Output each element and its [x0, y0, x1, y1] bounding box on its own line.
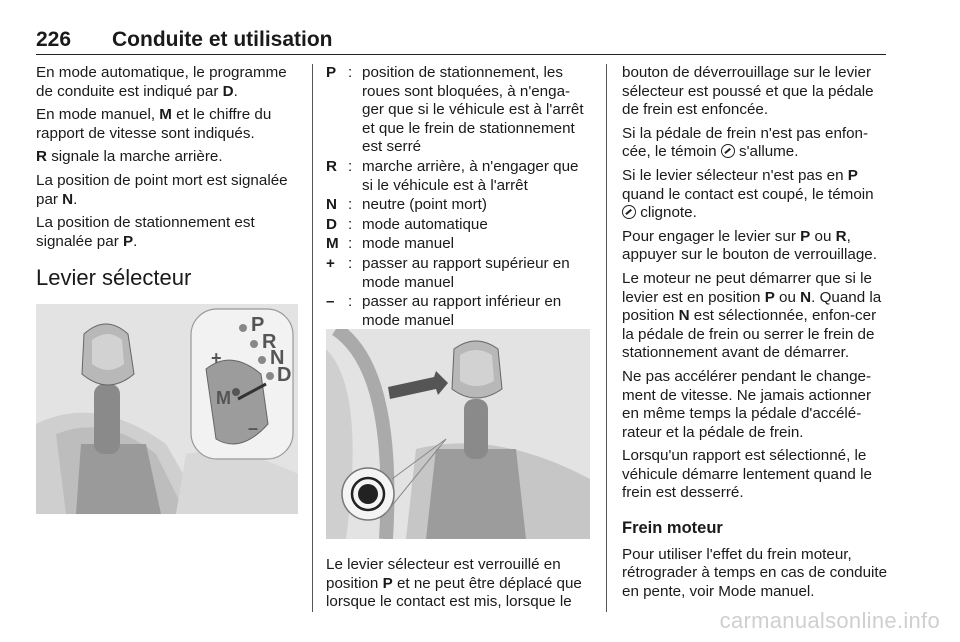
selector-label-minus: –	[248, 418, 259, 438]
paragraph-manual-mode: En mode manuel, M et le chiffre du rapport de vitesse sont indiqués.	[36, 106, 272, 142]
brake-warning-icon	[622, 205, 636, 219]
selector-label-plus: +	[211, 348, 222, 368]
list-item: M : mode manuel	[326, 235, 455, 253]
paragraph-engine-start: Le moteur ne peut démarrer que si le levier est en position P ou N. Quand la position N est sélectionnée, enfon-cer la pédale de frein ou serrer le frein de stationnement avant de démarrer.	[622, 269, 882, 362]
column-right	[622, 64, 888, 606]
selector-label-p: P	[251, 314, 265, 336]
list-item: R : marche arrière, à n'engager que si le véhicule est à l'arrêt	[326, 157, 579, 194]
paragraph-warning-light-flash: Si le levier sélecteur n'est pas en P quand le contact est coupé, le témoin clignote.	[622, 166, 874, 222]
paragraph-neutral: La position de point mort est signalée par N.	[36, 171, 288, 208]
section-heading-selector-lever: Levier sélecteur	[36, 265, 192, 291]
list-item: D : mode automatique	[326, 215, 488, 233]
lever-lock-text: Le levier sélecteur est verrouillé en position P et ne peut être déplacé que lorsque le contact est mis, lorsque le	[326, 556, 582, 611]
paragraph-engine-brake: Pour utiliser l'effet du frein moteur, rétrograder à temps en cas de conduite en pente, voir Mode manuel.	[622, 545, 888, 600]
column-divider-1	[312, 64, 313, 612]
lever-lock-drawing	[326, 329, 590, 539]
lever-lock-illustration	[326, 329, 590, 539]
list-item: P : position de stationnement, les roues sont bloquées, à n'enga-ger que si le véhicule est à l'arrêt et que le frein de stationnement est serré	[326, 64, 584, 156]
selector-label-r: R	[262, 331, 277, 353]
paragraph-no-accelerate: Ne pas accélérer pendant le change-ment de vitesse. Ne jamais actionner en même temps la pédale d'accélé-rateur et la pédale de frein.	[622, 367, 872, 441]
list-item: N : neutre (point mort)	[326, 196, 487, 214]
paragraph-engage-park-reverse: Pour engager le levier sur P ou R, appuyer sur le bouton de verrouillage.	[622, 227, 877, 264]
paragraph-warning-light-on: Si la pédale de frein n'est pas enfon-cée, le témoin s'allume.	[622, 124, 869, 161]
selector-label-d: D	[277, 364, 292, 386]
list-item: – : passer au rapport inférieur en mode manuel	[326, 293, 562, 329]
column-divider-2	[606, 64, 607, 612]
paragraph-park: La position de stationnement est signalée par P.	[36, 214, 255, 250]
page-header	[36, 28, 886, 55]
gear-position-list	[326, 64, 592, 330]
brake-warning-icon	[721, 144, 735, 158]
selector-label-n: N	[270, 347, 285, 369]
section-heading-engine-brake: Frein moteur	[622, 519, 723, 538]
page-title: Conduite et utilisation	[112, 28, 333, 51]
paragraph-unlock-button: bouton de déverrouillage sur le levier sélecteur est poussé et que la pédale de frein est enfoncée.	[622, 64, 874, 119]
paragraph-creep: Lorsqu'un rapport est sélectionné, le véhicule démarre lentement quand le frein est desserré.	[622, 447, 872, 502]
paragraph-auto-mode: En mode automatique, le programme de conduite est indiqué par D.	[36, 64, 287, 100]
gear-selector-illustration	[36, 304, 298, 514]
watermark: carmanualsonline.info	[719, 608, 940, 633]
selector-label-m: M	[216, 388, 231, 408]
paragraph-reverse: R signale la marche arrière.	[36, 148, 223, 166]
list-item: + : passer au rapport supérieur en mode manuel	[326, 254, 570, 291]
column-middle	[326, 64, 592, 331]
page-number: 226	[36, 28, 72, 51]
column-left	[36, 64, 300, 302]
